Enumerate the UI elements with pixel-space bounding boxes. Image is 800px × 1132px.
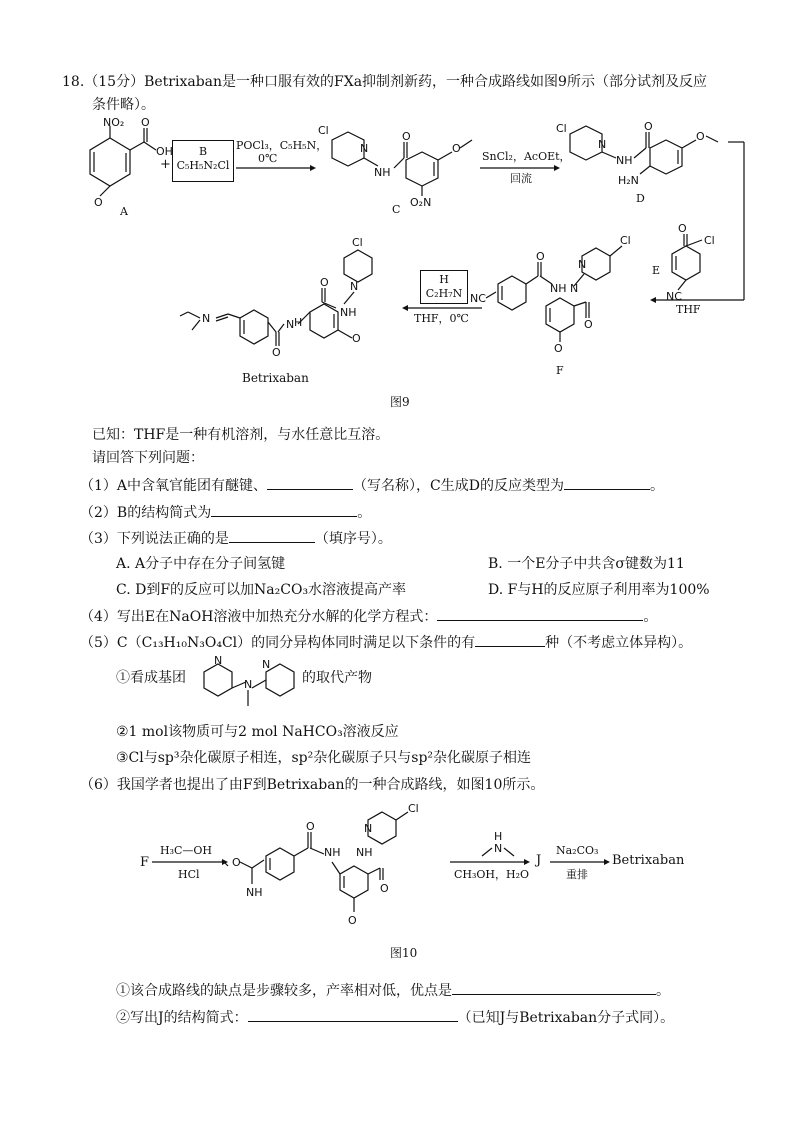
q6-part2-blank[interactable]: [248, 1007, 458, 1022]
q6-part2-text: ②写出J的结构简式：: [116, 1010, 248, 1026]
q1-text-b: （写名称），C生成D的反应类型为: [353, 478, 564, 494]
reagent-h-label: H: [439, 273, 449, 286]
svg-text:O: O: [536, 250, 545, 263]
reagent-b-formula: C₅H₅N₂Cl: [176, 159, 230, 172]
svg-text:O: O: [272, 346, 281, 359]
scheme2-arrow-2: [450, 858, 530, 868]
svg-text:N: N: [598, 138, 607, 151]
scheme2-r2-bot: CH₃OH，H₂O: [454, 868, 530, 881]
q6-part1-end: 。: [656, 983, 670, 999]
svg-text:Cl: Cl: [352, 236, 363, 249]
option-c: C. D到F的反应可以加Na₂CO₃水溶液提高产率: [116, 582, 407, 598]
svg-text:NH: NH: [374, 166, 391, 179]
q5-text-a: （5）C（C₁₃H₁₀N₃O₄Cl）的同分异构体同时满足以下条件的有: [80, 635, 476, 651]
svg-text:N: N: [578, 258, 587, 271]
scheme2-start: F: [140, 855, 150, 870]
condition-1-prefix: ①看成基团: [116, 670, 186, 686]
svg-text:O₂N: O₂N: [410, 196, 432, 209]
questions-intro: 请回答下列问题：: [92, 450, 204, 466]
scheme2-intermediate-j: J: [536, 853, 542, 868]
svg-text:O: O: [554, 342, 563, 355]
svg-text:O: O: [94, 196, 103, 209]
svg-text:NO₂: NO₂: [103, 116, 125, 129]
structure-betrixaban: [172, 232, 402, 372]
q2-text-b: 。: [357, 505, 372, 521]
svg-text:N: N: [202, 312, 211, 325]
condition-2: ②1 mol该物质可与2 mol NaHCO₃溶液反应: [116, 724, 399, 740]
label-c: C: [392, 203, 401, 216]
q4-text-b: 。: [643, 609, 658, 625]
svg-text:N: N: [214, 654, 223, 667]
structure-imidate: [228, 800, 448, 940]
svg-text:NH: NH: [550, 282, 567, 295]
svg-text:O: O: [141, 116, 150, 129]
q5-text-b: 种（不考虑立体异构）。: [545, 635, 693, 651]
svg-text:O: O: [644, 120, 653, 133]
q3: [80, 528, 392, 549]
plus-sign: +: [160, 157, 171, 172]
q1-blank-2[interactable]: [564, 475, 650, 490]
label-betrixaban: Betrixaban: [242, 371, 309, 385]
svg-text:N: N: [350, 280, 359, 293]
svg-text:H: H: [294, 316, 303, 329]
svg-text:N: N: [360, 142, 369, 155]
q1-text-a: （1）A中含氧官能团有醚键、: [80, 478, 268, 494]
svg-text:OH: OH: [156, 145, 173, 158]
q6-part1-blank[interactable]: [452, 980, 656, 995]
option-a: A. A分子中存在分子间氢键: [116, 556, 286, 572]
dimethylamine-structure: [480, 828, 540, 862]
reagent-h-formula: C₂H₇N: [425, 287, 463, 300]
svg-text:O: O: [306, 820, 315, 833]
svg-text:Cl: Cl: [620, 234, 631, 247]
label-a: A: [120, 205, 128, 218]
q4: [80, 606, 657, 627]
q5-blank[interactable]: [475, 632, 545, 647]
svg-text:O: O: [380, 882, 389, 895]
svg-text:N: N: [570, 282, 579, 295]
scheme2-r1-top: H₃C—OH: [160, 844, 213, 857]
svg-text:O: O: [352, 332, 361, 345]
svg-text:Cl: Cl: [704, 234, 715, 247]
q1-blank-1[interactable]: [267, 475, 353, 490]
q1: [80, 475, 664, 496]
scheme2-arrow-1: [152, 858, 228, 868]
svg-text:O: O: [402, 130, 411, 143]
svg-text:Cl: Cl: [318, 124, 329, 137]
label-f: F: [556, 364, 564, 377]
svg-text:NH: NH: [324, 846, 341, 859]
svg-text:H: H: [494, 830, 503, 843]
svg-text:O: O: [320, 276, 329, 289]
reagent-h-box: [420, 270, 468, 304]
svg-text:NC: NC: [666, 290, 682, 303]
option-b: B. 一个E分子中共含σ键数为11: [488, 556, 685, 572]
dipyridylamine-structure: [200, 654, 310, 710]
q5: [80, 632, 692, 653]
step1-temp: 0℃: [258, 152, 278, 165]
svg-text:NC: NC: [470, 292, 486, 305]
condition-3: ③Cl与sp³杂化碳原子相连，sp²杂化碳原子只与sp²杂化碳原子相连: [116, 750, 532, 766]
svg-text:O: O: [232, 856, 241, 869]
svg-text:N: N: [494, 842, 503, 855]
structure-f: [470, 228, 650, 378]
known-note: 已知：THF是一种有机溶剂，与水任意比互溶。: [92, 427, 390, 443]
structure-e: [664, 210, 754, 302]
figure-10-caption: 图10: [390, 946, 418, 960]
q2: [80, 502, 371, 523]
figure-9-caption: 图9: [390, 395, 410, 409]
question-header: 18.（15分）Betrixaban是一种口服有效的FXa抑制剂新药，一种合成路线如图9所示（部分试剂及反应: [62, 74, 707, 90]
reagent-b-label: B: [198, 145, 208, 158]
step1-reagents: POCl₃，C₅H₅N，: [236, 139, 328, 152]
q2-blank[interactable]: [211, 502, 357, 517]
scheme2-arrow-3: [550, 858, 610, 868]
q4-text-a: （4）写出E在NaOH溶液中加热充分水解的化学方程式：: [80, 609, 438, 625]
svg-text:O: O: [348, 914, 357, 927]
svg-text:N: N: [244, 678, 253, 691]
svg-text:NH: NH: [246, 886, 263, 899]
q6-part1: [116, 980, 670, 1001]
svg-text:N: N: [262, 658, 271, 671]
label-d: D: [636, 192, 645, 205]
svg-text:NH: NH: [340, 306, 357, 319]
structure-c: [318, 120, 478, 215]
scheme2-r3-bot: 重排: [566, 868, 588, 881]
step2-cond: 回流: [510, 172, 532, 185]
q2-text-a: （2）B的结构简式为: [80, 505, 212, 521]
svg-text:O: O: [584, 318, 593, 331]
svg-text:N: N: [364, 822, 373, 835]
question-header-cont: 条件略）。: [92, 97, 155, 113]
svg-text:H₂N: H₂N: [618, 174, 639, 187]
step4-cond: THF，0℃: [414, 312, 469, 325]
label-e: E: [652, 264, 661, 277]
scheme2-product: Betrixaban: [612, 853, 685, 868]
q6-part2-end: （已知J与Betrixaban分子式同）。: [457, 1010, 675, 1026]
reagent-b-box: [172, 140, 234, 182]
q6-part1-text: ①该合成路线的缺点是步骤较多，产率相对低，优点是: [116, 983, 452, 999]
q3-text-a: （3）下列说法正确的是: [80, 531, 229, 547]
scheme2-r1-bot: HCl: [178, 868, 200, 881]
scheme2-r3-top: Na₂CO₃: [556, 844, 599, 857]
svg-text:O: O: [452, 142, 461, 155]
svg-text:O: O: [696, 130, 705, 143]
q6: （6）我国学者也提出了由F到Betrixaban的一种合成路线，如图10所示。: [80, 777, 545, 793]
svg-text:N: N: [286, 318, 295, 331]
condition-1-suffix: 的取代产物: [302, 670, 372, 686]
q1-text-c: 。: [649, 478, 664, 494]
q3-blank[interactable]: [229, 528, 315, 543]
svg-text:O: O: [678, 222, 687, 235]
q3-text-b: （填序号）。: [314, 531, 392, 547]
q4-blank[interactable]: [437, 606, 643, 621]
step2-reagents: SnCl₂，AcOEt，: [482, 150, 571, 163]
svg-text:NH: NH: [356, 846, 373, 859]
option-d: D. F与H的反应原子利用率为100%: [488, 582, 710, 598]
q6-part2: [116, 1007, 674, 1028]
svg-text:NH: NH: [616, 154, 633, 167]
arrow-1: [236, 164, 316, 174]
step3-cond: THF: [676, 303, 701, 316]
svg-text:Cl: Cl: [556, 122, 567, 135]
svg-text:Cl: Cl: [408, 802, 419, 815]
